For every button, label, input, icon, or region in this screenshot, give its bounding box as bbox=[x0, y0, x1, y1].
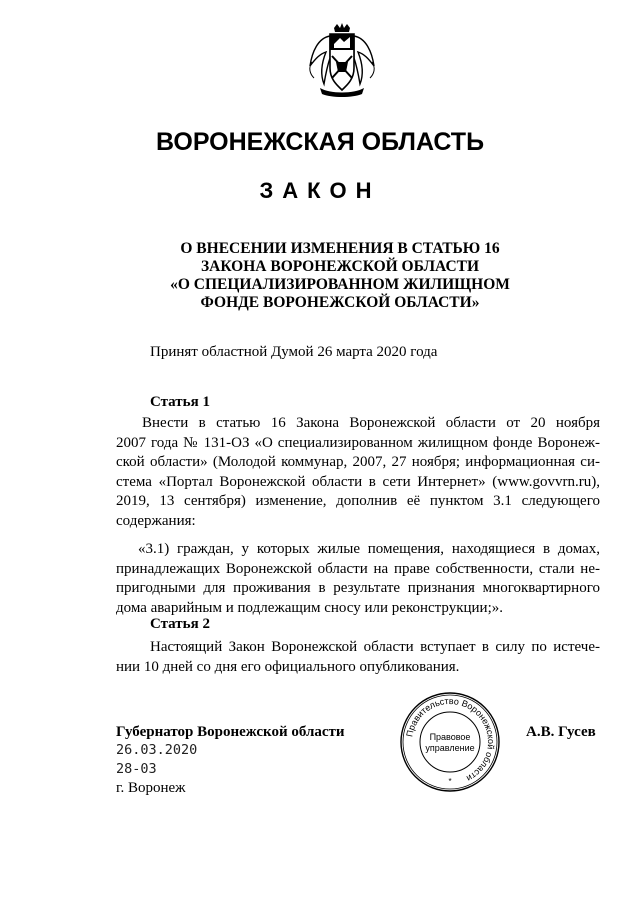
text-line: содержания: bbox=[116, 512, 196, 529]
article-2-heading: Статья 2 bbox=[150, 616, 210, 632]
stamp-center-line: Правовое bbox=[429, 732, 471, 742]
title-line: ФОНДЕ ВОРОНЕЖСКОЙ ОБЛАСТИ» bbox=[200, 294, 480, 311]
title-line: ЗАКОНА ВОРОНЕЖСКОЙ ОБЛАСТИ bbox=[200, 258, 480, 275]
title-line: О ВНЕСЕНИИ ИЗМЕНЕНИЯ В СТАТЬЮ 16 bbox=[180, 240, 500, 257]
adoption-note: Принят областной Думой 26 марта 2020 года bbox=[150, 344, 438, 360]
governor-position: Губернатор Воронежской области bbox=[116, 724, 345, 740]
title-line: «О СПЕЦИАЛИЗИРОВАННОМ ЖИЛИЩНОМ bbox=[170, 276, 510, 293]
text-line: Внести в статью 16 Закона Воронежской области от 20 ноября bbox=[142, 415, 600, 431]
region-heading: ВОРОНЕЖСКАЯ ОБЛАСТЬ bbox=[155, 128, 485, 156]
article-1-body bbox=[116, 414, 600, 532]
signing-city: г. Воронеж bbox=[116, 780, 186, 796]
article-2-body bbox=[116, 638, 600, 677]
signatory-name: А.В. Гусев bbox=[526, 724, 596, 740]
text-line: пригодными для проживания в результате признания многоквартирного bbox=[116, 580, 600, 597]
signing-date: 26.03.2020 bbox=[116, 742, 198, 758]
text-line: стема «Портал Воронежской области в сети Интернет» (www.govvrn.ru), bbox=[116, 473, 600, 490]
text-line: ской области» (Молодой коммунар, 2007, 27 ноября; информационная си- bbox=[116, 454, 600, 471]
law-number: 28-03 bbox=[116, 761, 157, 777]
article-1-quote bbox=[116, 540, 600, 618]
stamp-ring-text: Правительство Воронежской области bbox=[404, 695, 497, 784]
coat-of-arms-icon bbox=[306, 22, 378, 98]
official-stamp bbox=[398, 690, 502, 794]
article-1-heading: Статья 1 bbox=[150, 394, 210, 410]
text-line: принадлежащих Воронежской области на праве собственности, стали не- bbox=[116, 560, 600, 577]
text-line: нии 10 дней со дня его официального опубликования. bbox=[116, 658, 460, 675]
text-line: дома аварийным и подлежащим сносу или реконструкции;». bbox=[116, 599, 503, 616]
text-line: 2007 года № 131-ОЗ «О специализированном жилищном фонде Воронеж- bbox=[116, 434, 600, 451]
text-line: «3.1) граждан, у которых жилые помещения, находящиеся в домах, bbox=[138, 541, 600, 557]
text-line: Настоящий Закон Воронежской области вступает в силу по истече- bbox=[150, 639, 600, 655]
document-type-heading: ЗАКОН bbox=[259, 178, 381, 203]
svg-text:*: * bbox=[448, 777, 452, 786]
text-line: 2019, 13 сентября) изменение, дополнив её пунктом 3.1 следующего bbox=[116, 493, 600, 510]
stamp-center-line: управление bbox=[425, 743, 475, 753]
